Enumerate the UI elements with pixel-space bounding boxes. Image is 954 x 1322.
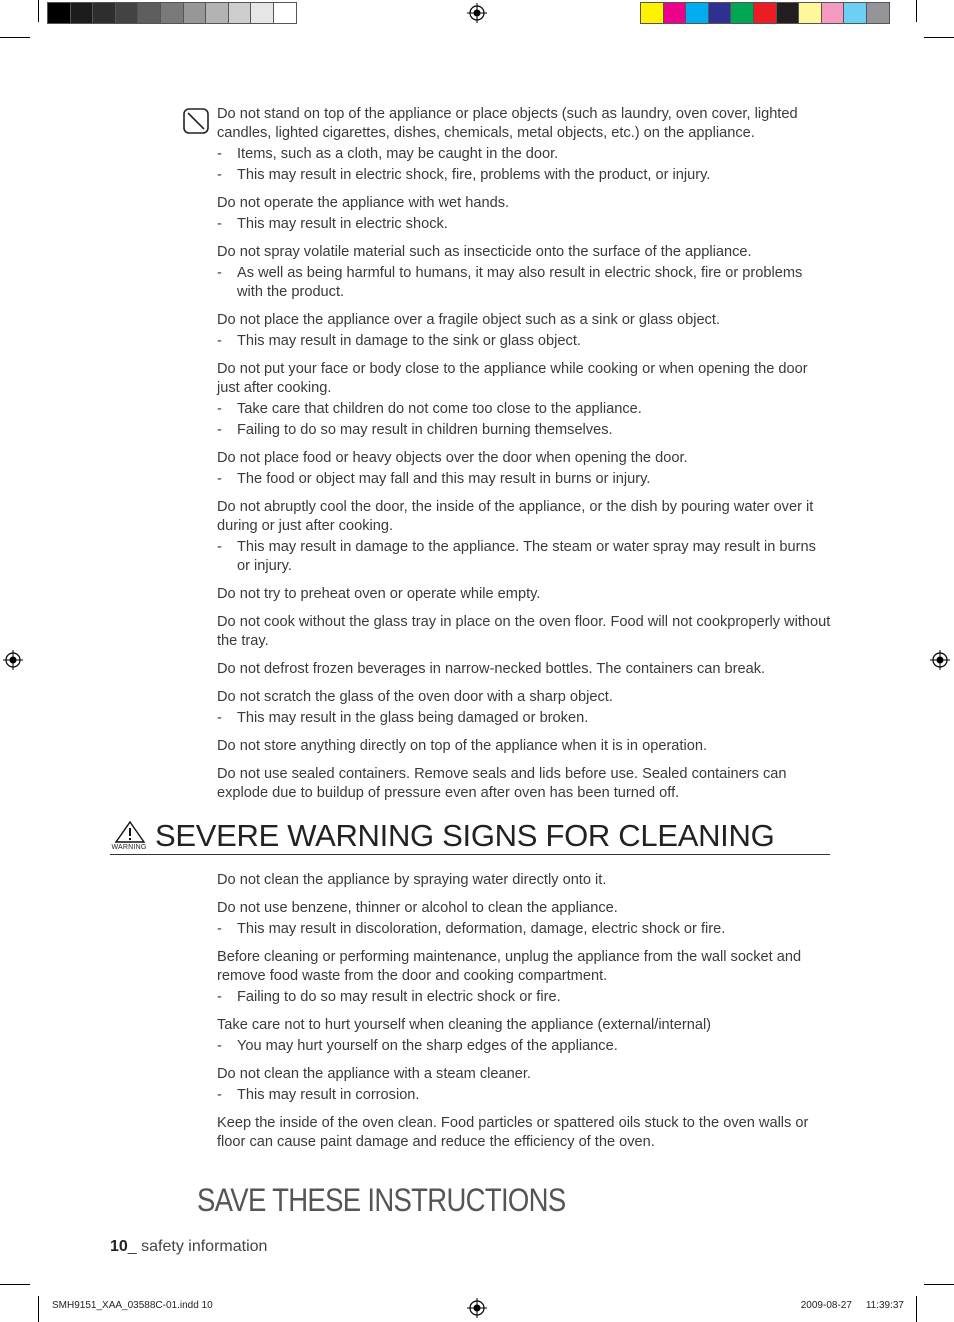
section-name: safety information (141, 1238, 268, 1255)
color-swatch (730, 2, 754, 24)
item-bullet: - Take care that children do not come too close to the appliance. (217, 400, 831, 419)
list-item (217, 194, 831, 234)
list-item (217, 899, 833, 939)
item-text: Do not clean the appliance with a steam cleaner. (217, 1066, 531, 1082)
color-swatch (776, 2, 800, 24)
list-item (217, 688, 831, 728)
crop-mark (916, 1296, 917, 1322)
color-swatch (137, 2, 161, 24)
item-text: Take care not to hurt yourself when cleaning the appliance (external/internal) (217, 1017, 712, 1033)
item-text: Do not clean the appliance by spraying water directly onto it. (217, 872, 607, 888)
crop-mark (924, 1284, 954, 1285)
list-item (217, 660, 831, 679)
registration-mark-icon (930, 650, 950, 670)
list-item (217, 737, 831, 756)
item-text: Do not use sealed containers. Remove seals and lids before use. Sealed containers can explode due to buildup of pressure even after oven has been turned off. (217, 766, 787, 801)
item-text: Do not defrost frozen beverages in narrow-necked bottles. The containers can break. (217, 661, 766, 677)
item-bullet: - You may hurt yourself on the sharp edges of the appliance. (217, 1037, 833, 1056)
slug-file: SMH9151_XAA_03588C-01.indd 10 (52, 1300, 213, 1311)
section-heading (110, 816, 830, 855)
crop-mark (924, 37, 954, 38)
item-text: Do not operate the appliance with wet hands. (217, 195, 510, 211)
item-text: Do not place the appliance over a fragile object such as a sink or glass object. (217, 312, 720, 328)
color-swatch (47, 2, 71, 24)
list-item (217, 360, 831, 440)
item-text: Before cleaning or performing maintenance, unplug the appliance from the wall socket and remove food waste from the door and cooking compartment. (217, 949, 802, 984)
crop-mark (0, 37, 30, 38)
color-swatch (753, 2, 777, 24)
crop-mark (38, 0, 39, 22)
item-text: Do not abruptly cool the door, the inside of the appliance, or the dish by pouring water over it during or just after cooking. (217, 499, 814, 534)
list-item (217, 1065, 833, 1105)
item-bullet: - Failing to do so may result in electric shock or fire. (217, 988, 833, 1007)
warning-icon-label: WARNING (111, 844, 147, 851)
slug-datetime (801, 1300, 904, 1311)
list-item (217, 243, 831, 302)
color-swatch (115, 2, 139, 24)
item-bullet: - This may result in electric shock. (217, 215, 831, 234)
save-instructions-title: SAVE THESE INSTRUCTIONS (197, 1182, 566, 1218)
item-text: Keep the inside of the oven clean. Food particles or spattered oils stuck to the oven walls or floor can cause paint damage and reduce the efficiency of the oven. (217, 1115, 809, 1150)
warning-icon (110, 820, 150, 854)
slug-time: 11:39:37 (865, 1300, 904, 1311)
color-swatch (250, 2, 274, 24)
item-bullet: - This may result in damage to the sink or glass object. (217, 332, 831, 351)
list-item (217, 585, 831, 604)
registration-mark-icon (3, 650, 23, 670)
registration-mark-icon (467, 1298, 487, 1318)
item-bullet: - Items, such as a cloth, may be caught in the door. (217, 145, 831, 164)
item-bullet: - This may result in damage to the appliance. The steam or water spray may result in burns or injury. (217, 538, 831, 576)
color-swatch (821, 2, 845, 24)
color-swatch-bar (640, 2, 889, 24)
list-item (217, 948, 833, 1007)
color-swatch (708, 2, 732, 24)
item-bullet: - This may result in the glass being damaged or broken. (217, 709, 831, 728)
prohibited-icon (183, 108, 209, 134)
color-swatch (92, 2, 116, 24)
item-text: Do not spray volatile material such as insecticide onto the surface of the appliance. (217, 244, 752, 260)
list-item (217, 498, 831, 576)
list-item (217, 1114, 833, 1152)
item-text: Do not store anything directly on top of the appliance when it is in operation. (217, 738, 708, 754)
item-text: Do not cook without the glass tray in place on the oven floor. Food will not cookproperly without the tray. (217, 614, 831, 649)
color-swatch (273, 2, 297, 24)
item-text: Do not scratch the glass of the oven door with a sharp object. (217, 689, 613, 705)
color-swatch (798, 2, 822, 24)
crop-mark (0, 1284, 30, 1285)
page-footer (110, 1238, 267, 1256)
footer-separator: _ (127, 1238, 142, 1255)
item-bullet: - The food or object may fall and this may result in burns or injury. (217, 470, 831, 489)
color-swatch (205, 2, 229, 24)
slug-date: 2009-08-27 (800, 1300, 852, 1311)
list-item (217, 105, 831, 185)
color-swatch (160, 2, 184, 24)
crop-mark (916, 0, 917, 22)
color-swatch (866, 2, 890, 24)
color-swatch (228, 2, 252, 24)
crop-mark (38, 1296, 39, 1322)
item-bullet: - Failing to do so may result in children burning themselves. (217, 421, 831, 440)
item-text: Do not stand on top of the appliance or place objects (such as laundry, oven cover, lighted candles, lighted cigarettes, dishes, chemicals, metal objects, etc.) on the appliance. (217, 106, 798, 141)
list-item (217, 613, 831, 651)
list-item (217, 449, 831, 489)
item-bullet: - This may result in corrosion. (217, 1086, 833, 1105)
list-item (217, 765, 831, 803)
list-item (217, 1016, 833, 1056)
list-item (217, 311, 831, 351)
heading-title: SEVERE WARNING SIGNS FOR CLEANING (155, 818, 775, 853)
page-number: 10 (110, 1238, 128, 1255)
color-swatch (70, 2, 94, 24)
registration-mark-icon (467, 3, 487, 23)
item-text: Do not try to preheat oven or operate while empty. (217, 586, 541, 602)
color-swatch (640, 2, 664, 24)
color-swatch (183, 2, 207, 24)
item-bullet: - As well as being harmful to humans, it may also result in electric shock, fire or problems with the product. (217, 264, 831, 302)
list-item (217, 871, 833, 890)
item-bullet: - This may result in discoloration, deformation, damage, electric shock or fire. (217, 920, 833, 939)
item-bullet: - This may result in electric shock, fire, problems with the product, or injury. (217, 166, 831, 185)
item-text: Do not put your face or body close to the appliance while cooking or when opening the door just after cooking. (217, 361, 808, 396)
gray-swatch-bar (47, 2, 296, 24)
safety-list (217, 105, 831, 812)
cleaning-list (217, 871, 833, 1161)
item-text: Do not use benzene, thinner or alcohol to clean the appliance. (217, 900, 618, 916)
color-swatch (843, 2, 867, 24)
color-swatch (663, 2, 687, 24)
color-swatch (685, 2, 709, 24)
item-text: Do not place food or heavy objects over the door when opening the door. (217, 450, 688, 466)
